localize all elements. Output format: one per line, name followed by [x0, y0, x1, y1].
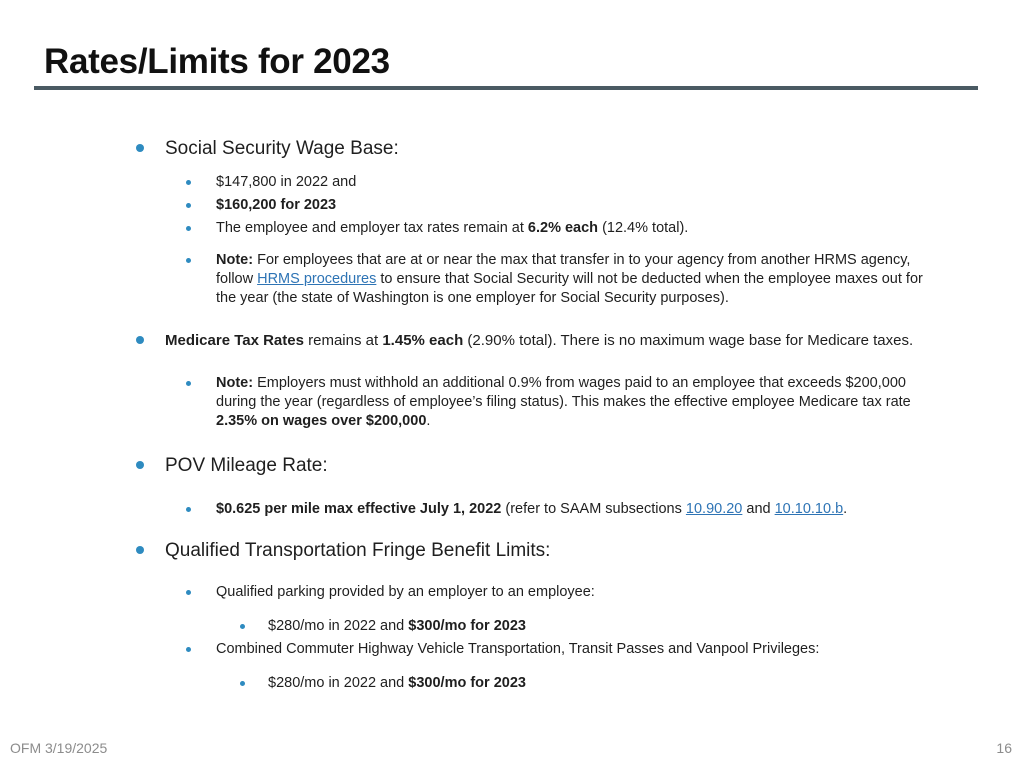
footer-date: OFM 3/19/2025 — [10, 740, 108, 756]
saam-10-90-20-link[interactable]: 10.90.20 — [685, 501, 743, 517]
bullet-dot-icon — [136, 336, 144, 344]
bullet-dot-icon — [136, 461, 144, 469]
bullet-dot-icon — [186, 381, 191, 386]
medicare-note-text: Note: Employers must withhold an additional 0.9% from wages paid to an employee that exceeds $200,000 during the year (regardless of employee’s filing status). This makes the effective employee Medicare tax rate 2.35% on wages over $200,000. — [216, 375, 911, 429]
bullet-dot-icon — [240, 681, 245, 686]
qtfb-parking-text: Qualified parking provided by an employer to an employee: — [216, 584, 595, 600]
hrms-procedures-link[interactable]: HRMS procedures — [257, 271, 377, 287]
ss-rates-text: The employee and employer tax rates remain at 6.2% each (12.4% total). — [216, 220, 689, 236]
pov-rate-text: $0.625 per mile max effective July 1, 2022 (refer to SAAM subsections 10.90.20 and 10.10.10.b. — [216, 501, 848, 517]
ss-note-text: Note: For employees that are at or near the max that transfer in to your agency from another HRMS agency, follow HRMS procedures to ensure that Social Security will not be deducted when the employee maxes out for the year (the state of Washington is one employer for Social Security purposes). — [216, 252, 923, 306]
qtfb-commuter-amount-text: $280/mo in 2022 and $300/mo for 2023 — [268, 675, 526, 691]
bullet-dot-icon — [186, 203, 191, 208]
bullet-dot-icon — [186, 180, 191, 185]
qtfb-heading: Qualified Transportation Fringe Benefit Limits: — [165, 540, 551, 561]
bullet-dot-icon — [136, 144, 144, 152]
qtfb-commuter-text: Combined Commuter Highway Vehicle Transportation, Transit Passes and Vanpool Privileges: — [216, 641, 820, 657]
slide-title: Rates/Limits for 2023 — [44, 42, 390, 81]
bullet-dot-icon — [240, 624, 245, 629]
bullet-dot-icon — [186, 507, 191, 512]
page-number: 16 — [996, 740, 1012, 756]
medicare-text: Medicare Tax Rates remains at 1.45% each (2.90% total). There is no maximum wage base for Medicare taxes. — [165, 332, 914, 349]
bullet-dot-icon — [186, 226, 191, 231]
ss-2022-text: $147,800 in 2022 and — [216, 174, 357, 190]
bullet-dot-icon — [186, 647, 191, 652]
social-security-heading: Social Security Wage Base: — [165, 138, 399, 159]
bullet-dot-icon — [186, 258, 191, 263]
qtfb-parking-amount-text: $280/mo in 2022 and $300/mo for 2023 — [268, 618, 526, 634]
bullet-dot-icon — [136, 546, 144, 554]
pov-heading: POV Mileage Rate: — [165, 455, 328, 476]
bullet-dot-icon — [186, 590, 191, 595]
saam-10-10-10-b-link[interactable]: 10.10.10.b — [774, 501, 844, 517]
ss-2023-text: $160,200 for 2023 — [216, 197, 337, 213]
title-divider — [34, 86, 978, 90]
